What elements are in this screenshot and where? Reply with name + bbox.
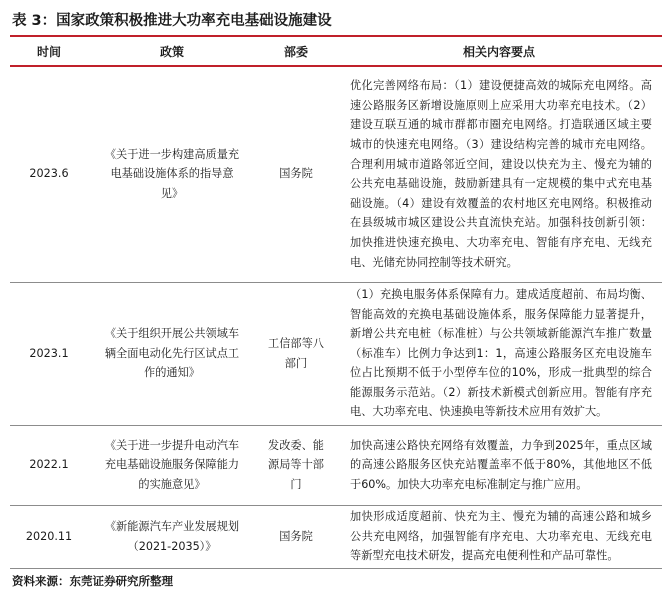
row-dept: 国务院 xyxy=(256,505,336,568)
row-content: （1）充换电服务体系保障有力。建成适度超前、布局均衡、智能高效的充换电基础设施体系，服务保障能力显著提升，新增公共充电桩（标准桩）与公共领域新能源汽车推广数量（标准车）比例力争达到1：1，高速公路服务区充电设施车位占比预期不低于小型停车位的10%，形成一批典型的综合能源服务示范站。（2）新技术新模式创新应用。智能有序充电、大功率充电、快速换电等新技术应用有效扩大。 xyxy=(336,282,662,425)
row-policy: 《新能源汽车产业发展规划（2021-2035）》 xyxy=(88,505,256,568)
row-policy: 《关于进一步提升电动汽车充电基础设施服务保障能力的实施意见》 xyxy=(88,425,256,505)
source-note: 资料来源：东莞证券研究所整理 xyxy=(12,574,173,588)
row-dept: 工信部等八部门 xyxy=(256,282,336,425)
row-content: 加快高速公路快充网络有效覆盖，力争到2025年，重点区域的高速公路服务区快充站覆盖率不低于80%，其他地区不低于60%。加快大功率充电标准制定与推广应用。 xyxy=(336,425,662,505)
row-time: 2023.6 xyxy=(10,66,88,282)
header-content: 相关内容要点 xyxy=(336,37,662,66)
row-policy: 《关于组织开展公共领域车辆全面电动化先行区试点工作的通知》 xyxy=(88,282,256,425)
table-row xyxy=(10,282,662,425)
table-row xyxy=(10,505,662,568)
row-dept: 发改委、能源局等十部门 xyxy=(256,425,336,505)
header-dept: 部委 xyxy=(256,37,336,66)
header-time: 时间 xyxy=(10,37,88,66)
table-header-row xyxy=(10,37,662,66)
table-row xyxy=(10,425,662,505)
policy-table xyxy=(10,37,662,569)
table-title: 表 3：国家政策积极推进大功率充电基础设施建设 xyxy=(12,13,332,29)
row-content: 优化完善网络布局：（1）建设便捷高效的城际充电网络。高速公路服务区新增设施原则上应采用大功率充电技术。（2）建设互联互通的城市群都市圈充电网络。打造联通区域主要城市的快速充电网络。（3）建设结构完善的城市充电网络。合理利用城市道路邻近空间，建设以快充为主、慢充为辅的公共充电基础设施，鼓励新建具有一定规模的集中式充电基础设施。（4）建设有效覆盖的农村地区充电网络。积极推动在县级城市城区建设公共直流快充站。加强科技创新引领：加快推进快速充换电、大功率充电、智能有序充电、无线充电、光储充协同控制等技术研究。 xyxy=(336,66,662,282)
table-row xyxy=(10,66,662,282)
row-policy: 《关于进一步构建高质量充电基础设施体系的指导意见》 xyxy=(88,66,256,282)
row-time: 2023.1 xyxy=(10,282,88,425)
row-time: 2020.11 xyxy=(10,505,88,568)
row-time: 2022.1 xyxy=(10,425,88,505)
row-dept: 国务院 xyxy=(256,66,336,282)
row-content: 加快形成适度超前、快充为主、慢充为辅的高速公路和城乡公共充电网络，加强智能有序充电、大功率充电、无线充电等新型充电技术研发，提高充电便利性和产品可靠性。 xyxy=(336,505,662,568)
header-policy: 政策 xyxy=(88,37,256,66)
